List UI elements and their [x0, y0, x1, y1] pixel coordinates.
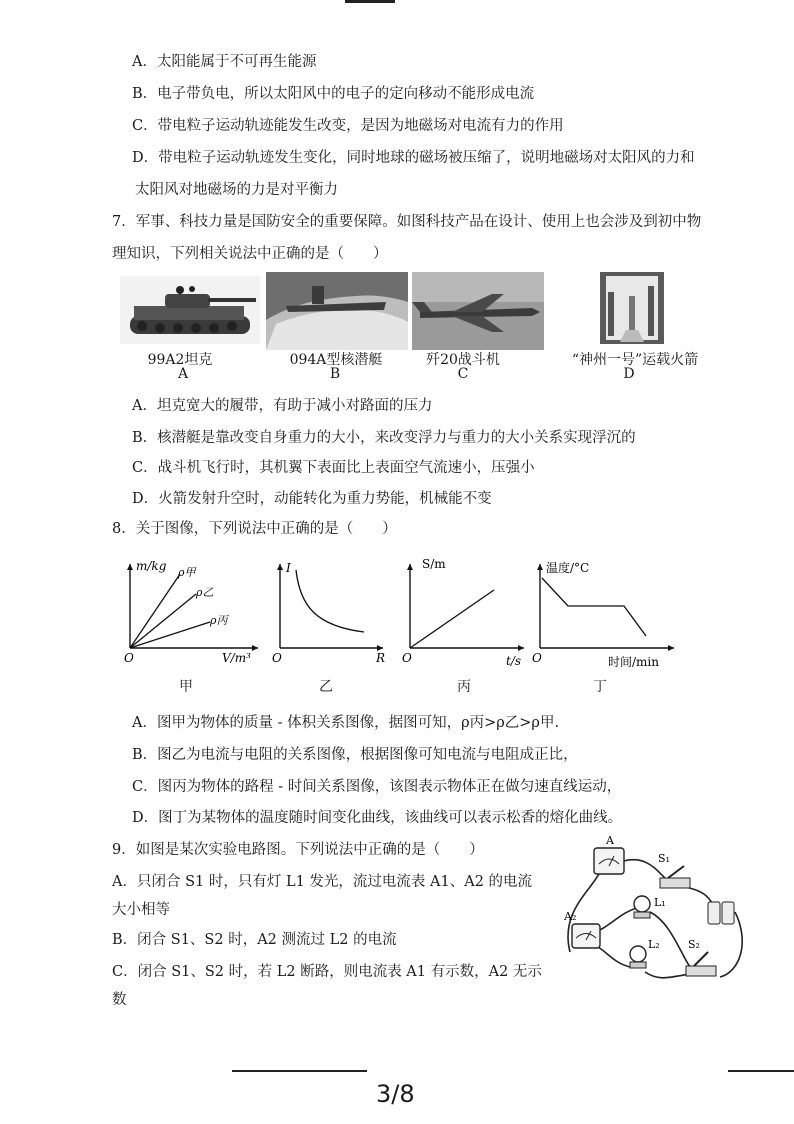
graph-bing-ylabel: S/m — [422, 557, 446, 571]
top-rule — [345, 0, 395, 3]
graph-yi-xlabel: R — [376, 651, 386, 665]
graph-yi-name: 乙 — [319, 679, 333, 695]
q6-option-d-line2: 太阳风对地磁场的力是对平衡力 — [135, 182, 338, 198]
circuit-label-s2: S₂ — [688, 938, 700, 951]
graph-jia-xlabel: V/m³ — [222, 651, 251, 665]
graph-jia — [118, 556, 268, 666]
q9-option-b: B．闭合 S1、S2 时，A2 测流过 L2 的电流 — [112, 932, 397, 948]
caption-d: “神州一号”运载火箭 — [571, 352, 699, 368]
q9-option-a-line2: 大小相等 — [112, 902, 170, 918]
q8-option-a: A．图甲为物体的质量 - 体积关系图像，据图可知，ρ丙>ρ乙>ρ甲. — [132, 715, 560, 731]
graph-ding — [528, 556, 678, 668]
caption-a: 99A2坦克 — [147, 352, 213, 368]
q7-option-c: C．战斗机飞行时，其机翼下表面比上表面空气流速小，压强小 — [132, 460, 535, 476]
footer-rule-left — [232, 1070, 367, 1072]
circuit-label-l1: L₁ — [654, 896, 666, 909]
circuit-diagram — [550, 832, 750, 992]
graph-bing-name: 丙 — [457, 679, 471, 695]
graph-bing-xlabel: t/s — [506, 654, 522, 668]
graph-bing — [398, 556, 528, 668]
page-number: 3/8 — [376, 1080, 415, 1108]
graph-jia-line3: ρ丙 — [210, 614, 228, 627]
q9-option-c-line2: 数 — [112, 992, 127, 1008]
letter-c: C — [457, 366, 469, 382]
q6-option-a: A．太阳能属于不可再生能源 — [132, 54, 317, 70]
q8-option-d: D．图丁为某物体的温度随时间变化曲线，该曲线可以表示松香的熔化曲线。 — [132, 810, 623, 826]
q7-stem-line1: 7．军事、科技力量是国防安全的重要保障。如图科技产品在设计、使用上也会涉及到初中物 — [112, 214, 702, 230]
tank-photo — [120, 276, 260, 344]
q6-option-b: B．电子带负电，所以太阳风中的电子的定向移动不能形成电流 — [132, 86, 535, 102]
q7-option-a: A．坦克宽大的履带，有助于减小对路面的压力 — [132, 398, 433, 414]
submarine-photo — [266, 272, 408, 350]
q6-option-c: C．带电粒子运动轨迹能发生改变，是因为地磁场对电流有力的作用 — [132, 118, 564, 134]
letter-d: D — [623, 366, 635, 382]
q8-stem: 8．关于图像，下列说法中正确的是（ ） — [112, 521, 397, 537]
graph-jia-origin: O — [124, 651, 134, 665]
graph-ding-origin: O — [532, 651, 542, 665]
q9-option-a-line1: A．只闭合 S1 时，只有灯 L1 发光，流过电流表 A1、A2 的电流 — [112, 874, 533, 890]
circuit-label-s1: S₁ — [658, 852, 670, 865]
graph-ding-xlabel: 时间/min — [608, 655, 659, 668]
letter-a: A — [177, 366, 189, 382]
q7-stem-line2: 理知识，下列相关说法中正确的是（ ） — [112, 246, 388, 262]
circuit-label-a1: A — [606, 834, 614, 847]
circuit-label-l2: L₂ — [648, 938, 660, 951]
graph-bing-origin: O — [402, 651, 412, 665]
rocket-photo — [600, 272, 664, 344]
footer-rule-right — [728, 1070, 794, 1072]
graph-jia-line2: ρ乙 — [196, 586, 214, 599]
q7-option-d: D．火箭发射升空时，动能转化为重力势能，机械能不变 — [132, 491, 492, 507]
graph-jia-ylabel: m/kg — [136, 559, 167, 573]
graph-yi-ylabel: I — [286, 561, 291, 575]
graph-yi-origin: O — [272, 651, 282, 665]
q7-option-b: B．核潜艇是靠改变自身重力的大小，来改变浮力与重力的大小关系实现浮沉的 — [132, 430, 636, 446]
graph-ding-ylabel: 温度/°C — [546, 561, 590, 575]
q8-option-b: B．图乙为电流与电阻的关系图像，根据图像可知电流与电阻成正比， — [132, 747, 578, 763]
caption-c: 歼20战斗机 — [426, 352, 500, 368]
q9-stem: 9．如图是某次实验电路图。下列说法中正确的是（ ） — [112, 842, 484, 858]
fighter-jet-photo — [412, 272, 544, 350]
q6-option-d-line1: D．带电粒子运动轨迹发生变化，同时地球的磁场被压缩了，说明地磁场对太阳风的力和 — [132, 150, 695, 166]
graph-ding-name: 丁 — [593, 679, 607, 695]
q8-option-c: C．图丙为物体的路程 - 时间关系图像，该图表示物体正在做匀速直线运动， — [132, 779, 622, 795]
graph-yi — [268, 556, 398, 666]
letter-b: B — [329, 366, 341, 382]
graph-jia-line1: ρ甲 — [178, 566, 196, 579]
q9-option-c-line1: C．闭合 S1、S2 时，若 L2 断路，则电流表 A1 有示数，A2 无示 — [112, 964, 542, 980]
graph-jia-name: 甲 — [179, 679, 193, 695]
circuit-label-a2: A₂ — [564, 910, 577, 923]
caption-b: 094A型核潜艇 — [289, 352, 383, 368]
